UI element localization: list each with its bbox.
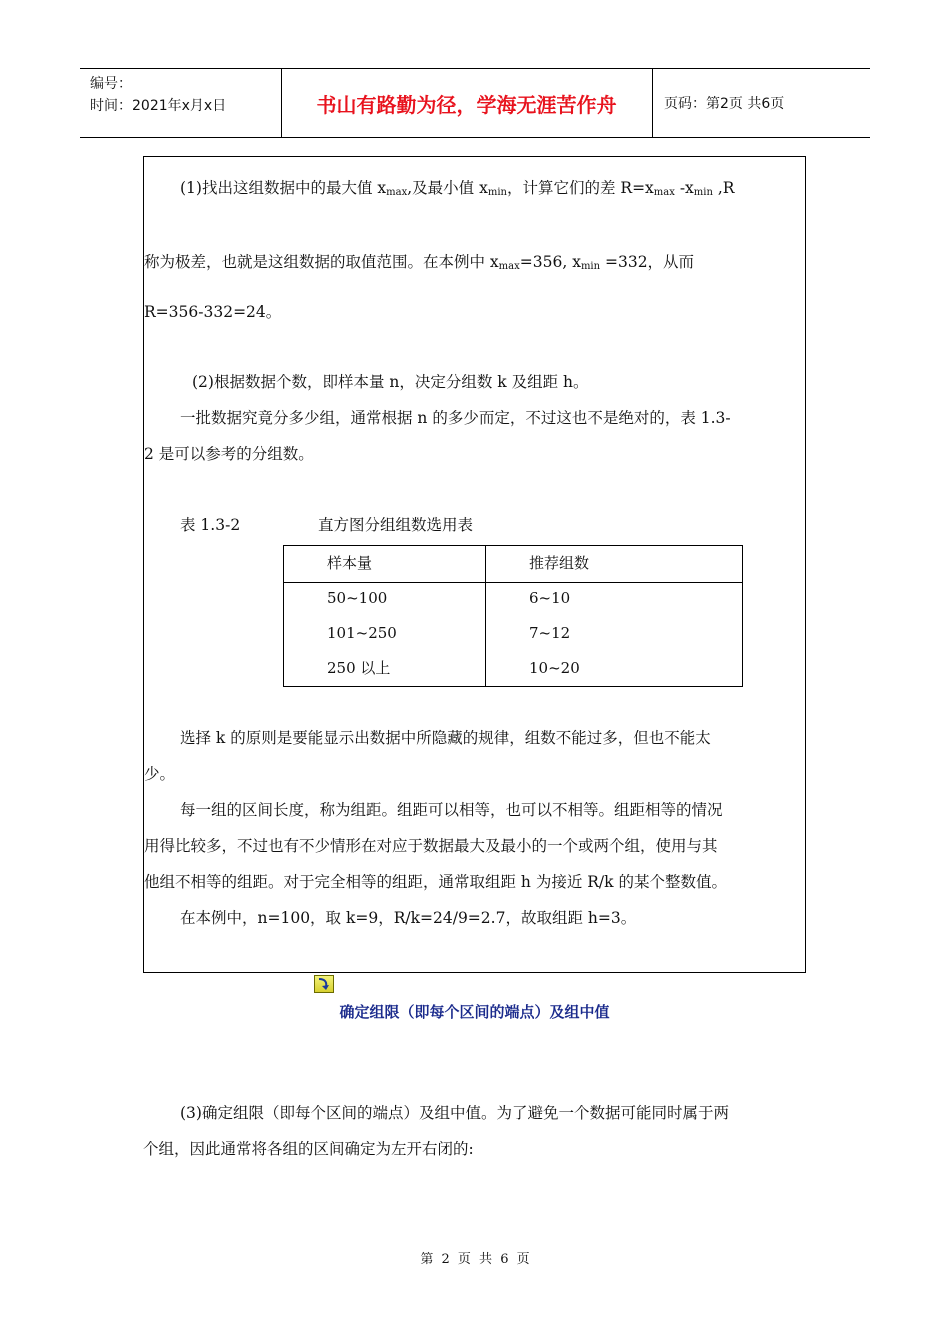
paragraph-7: 选择 k 的原则是要能显示出数据中所隐藏的规律，组数不能过多，但也不能太 bbox=[180, 729, 711, 747]
paragraph-9: 每一组的区间长度，称为组距。组距可以相等，也可以不相等。组距相等的情况 bbox=[180, 801, 723, 819]
table-header-divider bbox=[284, 582, 742, 583]
table-cell: 101~250 bbox=[327, 624, 397, 642]
paragraph-4: (2)根据数据个数，即样本量 n，决定分组数 k 及组距 h。 bbox=[192, 373, 589, 391]
grouping-table bbox=[283, 545, 743, 687]
paragraph-6: 2 是可以参考的分组数。 bbox=[144, 445, 314, 463]
paragraph-14: 个组，因此通常将各组的区间确定为左开右闭的: bbox=[143, 1140, 474, 1158]
paragraph-10: 用得比较多，不过也有不少情形在对应于数据最大及最小的一个或两个组，使用与其 bbox=[144, 837, 718, 855]
table-cell: 6~10 bbox=[529, 589, 571, 607]
header-divider bbox=[652, 69, 653, 137]
paragraph-11: 他组不相等的组距。对于完全相等的组距，通常取组距 h 为接近 R/k 的某个整数值。 bbox=[144, 873, 727, 891]
paragraph-12: 在本例中，n=100，取 k=9，R/k=24/9=2.7，故取组距 h=3。 bbox=[180, 909, 637, 927]
table-column-divider bbox=[485, 546, 486, 686]
time-label: 时间：2021年x月x日 bbox=[90, 98, 227, 114]
header-page-info: 页码：第2页 共6页 bbox=[664, 96, 785, 112]
table-header-cell: 推荐组数 bbox=[529, 554, 590, 572]
table-cell: 250 以上 bbox=[327, 659, 391, 677]
content-box bbox=[143, 156, 806, 973]
section-link-title[interactable]: 确定组限（即每个区间的端点）及组中值 bbox=[339, 1003, 610, 1021]
page-header bbox=[80, 68, 870, 138]
table-cell: 50~100 bbox=[327, 589, 388, 607]
code-label: 编号： bbox=[90, 76, 132, 92]
table-label: 表 1.3-2 bbox=[180, 516, 241, 534]
paragraph-1: (1)找出这组数据中的最大值 $x_{max}$,及最小值 $x_{min}$，计算它们的差 $R=x_{max}$ $-x_{min}$ ,R bbox=[180, 179, 735, 198]
paragraph-5: 一批数据究竟分多少组，通常根据 n 的多少而定，不过这也不是绝对的，表 1.3- bbox=[180, 409, 731, 427]
paragraph-2: 称为极差，也就是这组数据的取值范围。在本例中 $x_{max}=356$, $x_{min} =332$，从而 bbox=[144, 253, 695, 272]
paragraph-13: (3)确定组限（即每个区间的端点）及组中值。为了避免一个数据可能同时属于两 bbox=[180, 1104, 729, 1122]
paragraph-8: 少。 bbox=[144, 765, 176, 783]
table-title: 直方图分组组数选用表 bbox=[318, 516, 474, 534]
header-motto: 书山有路勤为径，学海无涯苦作舟 bbox=[316, 92, 617, 117]
header-meta bbox=[90, 73, 226, 117]
table-cell: 10~20 bbox=[529, 659, 580, 677]
page-footer: 第 2 页 共 6 页 bbox=[420, 1252, 530, 1267]
table-header-cell: 样本量 bbox=[327, 554, 373, 572]
arrow-curve-icon[interactable] bbox=[314, 975, 334, 993]
table-cell: 7~12 bbox=[529, 624, 571, 642]
paragraph-3: R=356-332=24。 bbox=[144, 303, 282, 321]
